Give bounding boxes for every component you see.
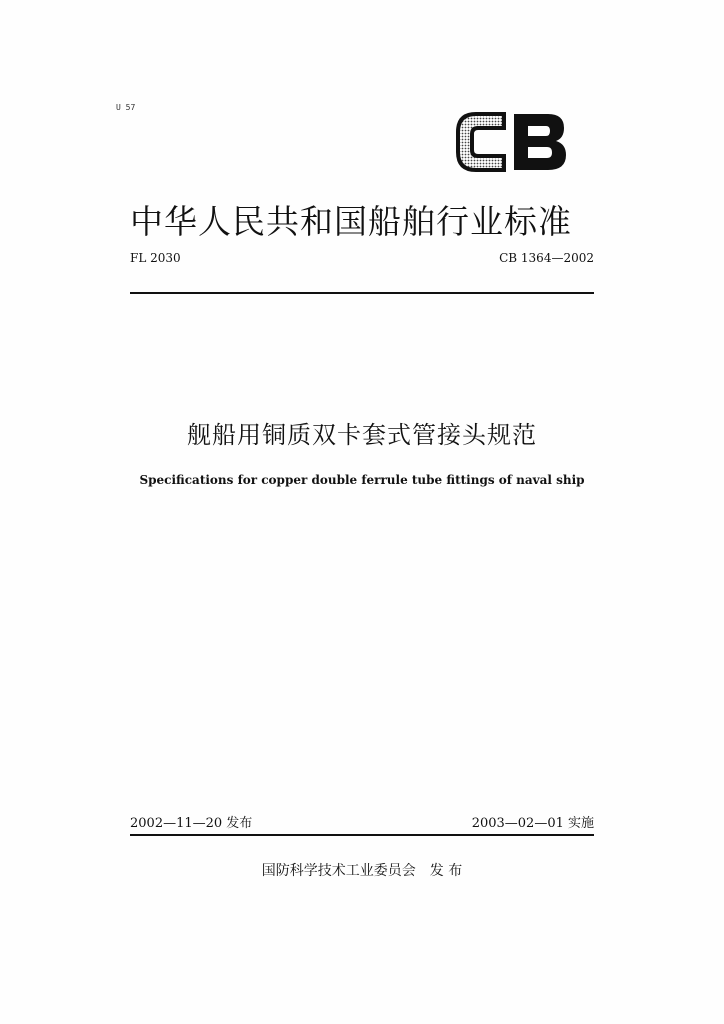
classification-code: FL 2030 <box>130 251 181 265</box>
standard-title: 中华人民共和国船舶行业标准 <box>130 202 572 241</box>
implementation-date: 2003—02—01 实施 <box>471 816 594 831</box>
cb-logo <box>452 108 572 176</box>
footer-divider <box>130 834 594 836</box>
logo-letter-c <box>458 114 504 170</box>
issue-date: 2002—11—20 发布 <box>130 816 253 831</box>
issuer-line <box>130 860 594 880</box>
issuer-name: 国防科学技术工业委员会 <box>261 863 416 879</box>
document-title: 舰船用铜质双卡套式管接头规范 <box>187 421 537 449</box>
document-subtitle-english: Specifications for copper double ferrule tube fittings of naval ship <box>139 473 585 487</box>
header-divider <box>130 292 594 294</box>
ics-code: U 57 <box>116 103 136 112</box>
standard-number: CB 1364—2002 <box>499 251 594 265</box>
issuer-action: 发 布 <box>429 863 463 879</box>
logo-letter-b <box>514 114 566 170</box>
